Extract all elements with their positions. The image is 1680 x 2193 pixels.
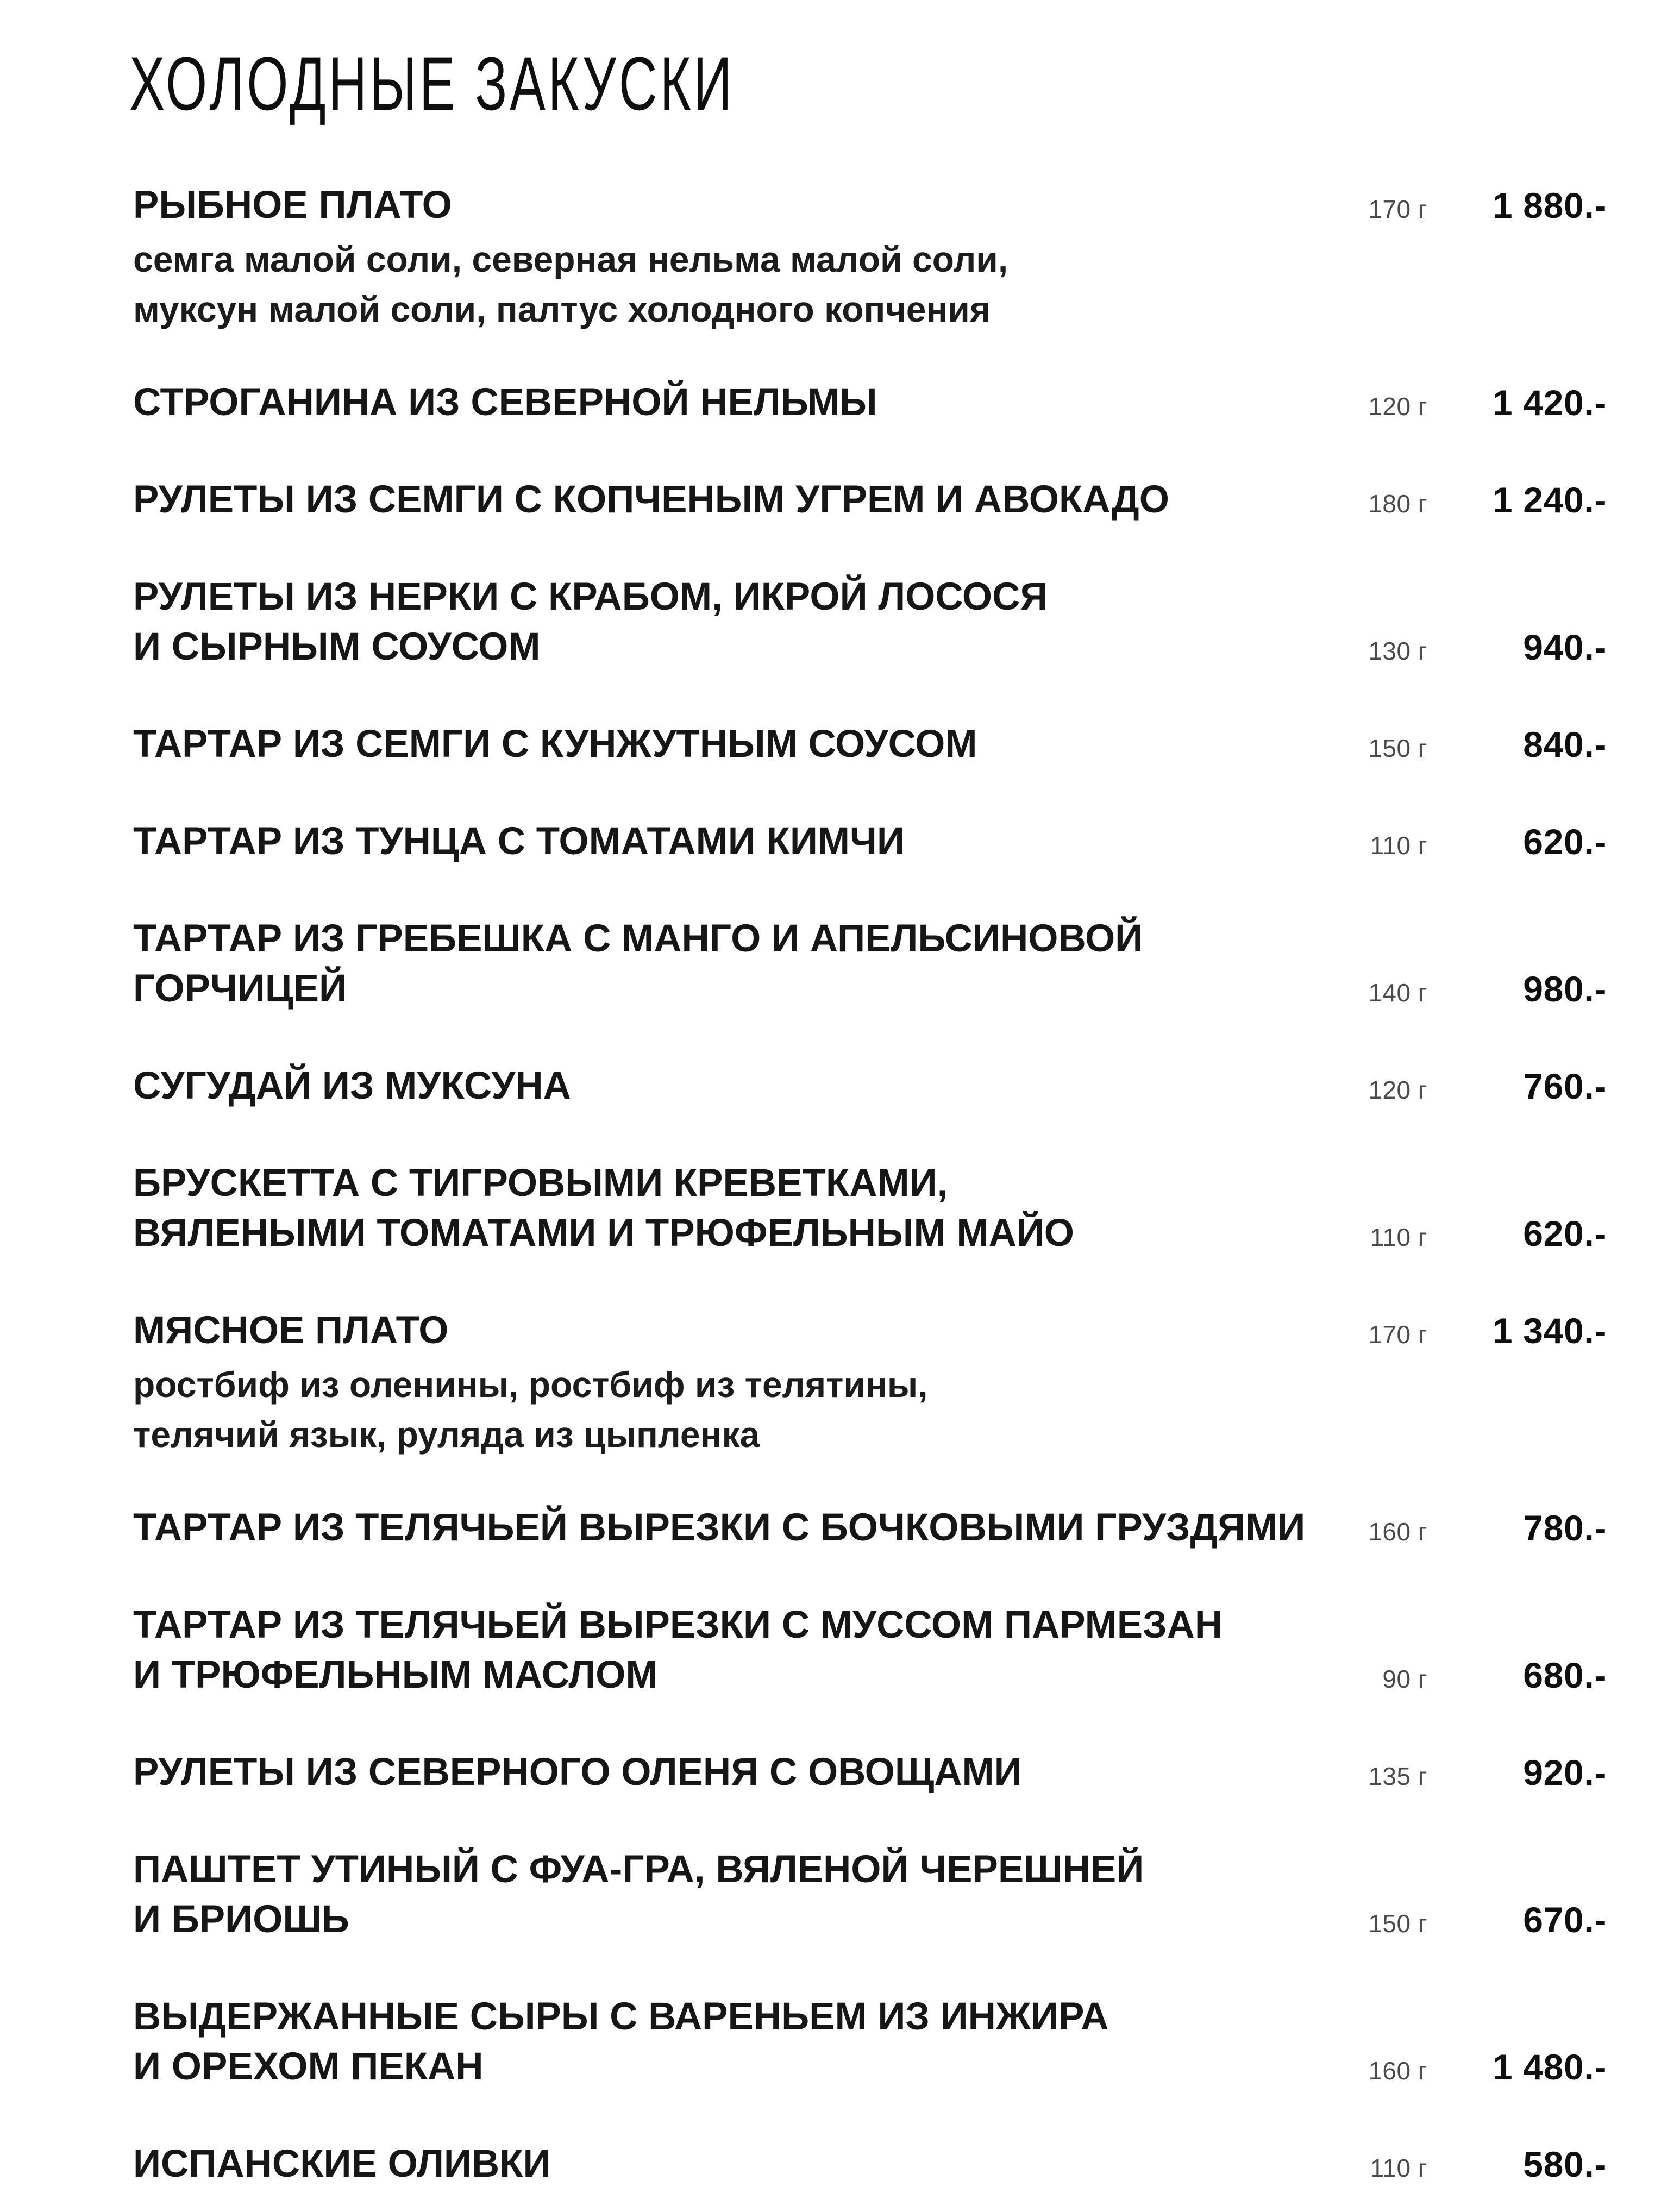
item-name-line: И БРИОШЬ (133, 1898, 349, 1941)
item-name-row (133, 180, 1607, 234)
menu-item (133, 1747, 1607, 1801)
menu-item (133, 1158, 1607, 1262)
item-weight: 170 г (1368, 195, 1427, 223)
item-name-line: РУЛЕТЫ ИЗ СЕМГИ С КОПЧЕНЫМ УГРЕМ И АВОКАДО (133, 478, 1169, 521)
item-weight: 160 г (1368, 1518, 1427, 1546)
item-weight: 135 г (1368, 1762, 1427, 1790)
item-weight: 90 г (1382, 1665, 1427, 1693)
menu-item (133, 475, 1607, 529)
item-name-line: И ТРЮФЕЛЬНЫМ МАСЛОМ (133, 1653, 658, 1696)
item-name-row (133, 1503, 1607, 1557)
item-weight: 120 г (1368, 1076, 1427, 1104)
item-name-line: СТРОГАНИНА ИЗ СЕВЕРНОЙ НЕЛЬМЫ (133, 381, 877, 424)
item-price: 980.- (1523, 969, 1607, 1009)
item-name-row (133, 378, 1607, 431)
item-weight: 110 г (1370, 1223, 1427, 1251)
menu-item (133, 2139, 1607, 2193)
item-weight: 180 г (1368, 490, 1427, 518)
item-name-line: ВЯЛЕНЫМИ ТОМАТАМИ И ТРЮФЕЛЬНЫМ МАЙО (133, 1212, 1075, 1255)
menu-item (133, 572, 1607, 676)
item-weight: 110 г (1370, 2154, 1427, 2182)
item-name-row (133, 1208, 1607, 1262)
item-name-line: И СЫРНЫМ СОУСОМ (133, 625, 541, 668)
item-name-row (133, 2042, 1607, 2096)
item-name-row (133, 914, 1607, 964)
item-name-line: РУЛЕТЫ ИЗ НЕРКИ С КРАБОМ, ИКРОЙ ЛОСОСЯ (133, 575, 1048, 618)
item-name-line: ВЫДЕРЖАННЫЕ СЫРЫ С ВАРЕНЬЕМ ИЗ ИНЖИРА (133, 1995, 1109, 2038)
menu-item (133, 180, 1607, 334)
item-price: 920.- (1523, 1752, 1607, 1793)
item-name-line: ТАРТАР ИЗ ТУНЦА С ТОМАТАМИ КИМЧИ (133, 820, 905, 863)
item-price: 620.- (1523, 822, 1607, 862)
item-name-line: ТАРТАР ИЗ ГРЕБЕШКА С МАНГО И АПЕЛЬСИНОВОЙ (133, 917, 1143, 960)
menu-item (133, 1061, 1607, 1115)
item-price: 1 340.- (1492, 1311, 1607, 1351)
item-weight: 160 г (1368, 2057, 1427, 2085)
item-name-row (133, 475, 1607, 529)
item-name-line: РЫБНОЕ ПЛАТО (133, 184, 452, 227)
item-price: 620.- (1523, 1213, 1607, 1254)
item-name-line: ТАРТАР ИЗ СЕМГИ С КУНЖУТНЫМ СОУСОМ (133, 723, 977, 766)
menu-item (133, 817, 1607, 870)
menu-item (133, 914, 1607, 1018)
item-name-line: БРУСКЕТТА С ТИГРОВЫМИ КРЕВЕТКАМИ, (133, 1162, 948, 1205)
menu-item (133, 1306, 1607, 1459)
item-weight: 120 г (1368, 392, 1427, 421)
item-name-row (133, 1158, 1607, 1208)
menu-item (133, 1600, 1607, 1704)
menu-items (133, 180, 1607, 2193)
item-name-line: РУЛЕТЫ ИЗ СЕВЕРНОГО ОЛЕНЯ С ОВОЩАМИ (133, 1751, 1022, 1794)
menu-item (133, 378, 1607, 431)
item-description-line: семга малой соли, северная нельма малой соли, (133, 239, 1008, 279)
item-weight: 130 г (1368, 637, 1427, 665)
item-price: 670.- (1523, 1900, 1607, 1940)
item-name-row (133, 964, 1607, 1018)
item-price: 1 480.- (1492, 2047, 1607, 2087)
item-weight: 110 г (1370, 831, 1427, 860)
item-description-line: ростбиф из оленины, ростбиф из телятины, (133, 1364, 928, 1405)
item-name-row (133, 572, 1607, 622)
item-price: 580.- (1523, 2144, 1607, 2184)
item-name-line: ГОРЧИЦЕЙ (133, 967, 347, 1010)
item-price: 1 880.- (1492, 185, 1607, 225)
item-price: 1 420.- (1492, 383, 1607, 423)
item-description-line: муксун малой соли, палтус холодного копчения (133, 289, 991, 329)
item-name-row (133, 1061, 1607, 1115)
item-name-row (133, 622, 1607, 676)
page-title: ХОЛОДНЫЕ ЗАКУСКИ (129, 41, 735, 126)
item-name-row (133, 817, 1607, 870)
item-name-line: СУГУДАЙ ИЗ МУКСУНА (133, 1064, 571, 1107)
item-name-row (133, 1650, 1607, 1704)
item-name-line: И ОРЕХОМ ПЕКАН (133, 2045, 484, 2088)
item-weight: 150 г (1368, 1909, 1427, 1938)
item-weight: 170 г (1368, 1320, 1427, 1349)
item-price: 780.- (1523, 1508, 1607, 1548)
menu-item (133, 1503, 1607, 1557)
item-name-line: ПАШТЕТ УТИНЫЙ С ФУА-ГРА, ВЯЛЕНОЙ ЧЕРЕШНЕЙ (133, 1848, 1144, 1891)
item-name-line: ИСПАНСКИЕ ОЛИВКИ (133, 2142, 551, 2185)
item-name-line: ТАРТАР ИЗ ТЕЛЯЧЬЕЙ ВЫРЕЗКИ С БОЧКОВЫМИ ГРУЗДЯМИ (133, 1506, 1306, 1549)
item-price: 940.- (1523, 627, 1607, 667)
menu-item (133, 1992, 1607, 2096)
item-name-row (133, 1306, 1607, 1359)
item-name-line: ТАРТАР ИЗ ТЕЛЯЧЬЕЙ ВЫРЕЗКИ С МУССОМ ПАРМЕЗАН (133, 1603, 1223, 1646)
item-name-row (133, 1992, 1607, 2042)
item-name-row (133, 1845, 1607, 1895)
item-name-row (133, 2139, 1607, 2193)
item-description-line: телячий язык, руляда из цыпленка (133, 1414, 760, 1455)
item-name-row (133, 1895, 1607, 1948)
item-name-row (133, 1747, 1607, 1801)
item-price: 680.- (1523, 1655, 1607, 1695)
item-weight: 150 г (1368, 734, 1427, 762)
item-price: 1 240.- (1492, 480, 1607, 520)
item-name-row (133, 719, 1607, 773)
item-name-line: МЯСНОЕ ПЛАТО (133, 1309, 449, 1352)
item-name-row (133, 1600, 1607, 1650)
item-price: 840.- (1523, 724, 1607, 765)
item-weight: 140 г (1368, 979, 1427, 1007)
menu-item (133, 719, 1607, 773)
item-price: 760.- (1523, 1066, 1607, 1106)
menu-item (133, 1845, 1607, 1948)
